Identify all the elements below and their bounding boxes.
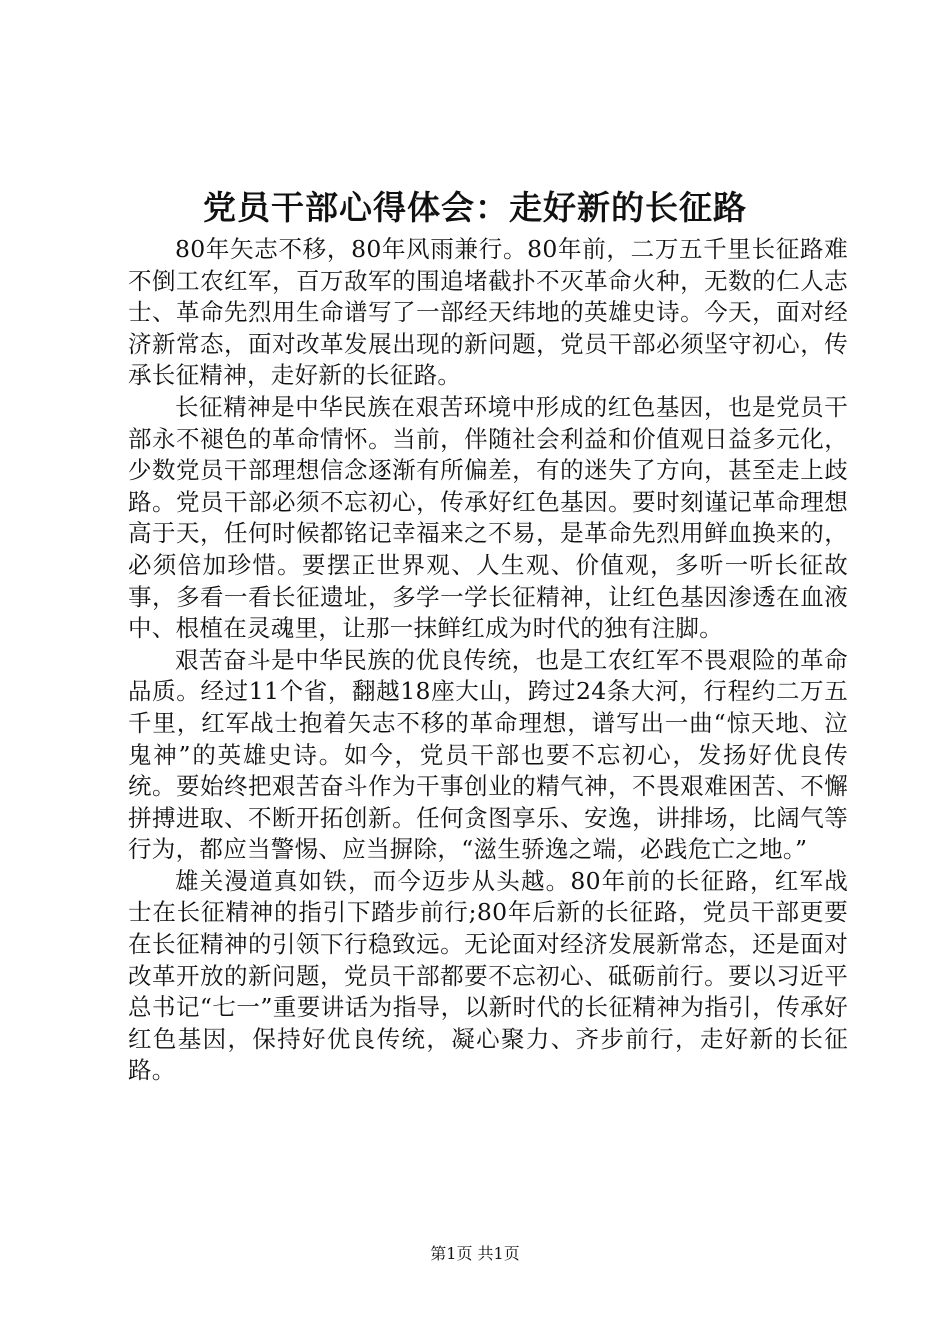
document-title: 党员干部心得体会：走好新的长征路 [203, 188, 747, 227]
paragraph-1: 80年矢志不移，80年风雨兼行。80年前，二万五千里长征路难不倒工农红军，百万敌军的围追堵截扑不灭革命火种，无数的仁人志士、革命先烈用生命谱写了一部经天纬地的英雄史诗。今天，面对经济新常态，面对改革发展出现的新问题，党员干部必须坚守初心，传承长征精神，走好新的长征路。 [128, 235, 848, 390]
document-body [128, 234, 848, 1087]
paragraph-3: 艰苦奋斗是中华民族的优良传统，也是工农红军不畏艰险的革命品质。经过11个省，翻越18座大山，跨过24条大河，行程约二万五千里，红军战士抱着矢志不移的革命理想，谱写出一曲“惊天地、泣鬼神”的英雄史诗。如今，党员干部也要不忘初心，发扬好优良传统。要始终把艰苦奋斗作为干事创业的精气神，不畏艰难困苦、不懈拼搏进取、不断开拓创新。任何贪图享乐、安逸，讲排场，比阔气等行为，都应当警惕、应当摒除，“滋生骄逸之端，必践危亡之地。” [128, 645, 848, 864]
page-number-footer: 第1页 共1页 [430, 1244, 520, 1263]
paragraph-4: 雄关漫道真如铁，而今迈步从头越。80年前的长征路，红军战士在长征精神的指引下踏步前行;80年后新的长征路，党员干部更要在长征精神的引领下行稳致远。无论面对经济发展新常态，还是面对改革开放的新问题，党员干部都要不忘初心、砥砺前行。要以习近平总书记“七一”重要讲话为指导，以新时代的长征精神为指引，传承好红色基因，保持好优良传统，凝心聚力、齐步前行，走好新的长征路。 [128, 866, 848, 1085]
paragraph-2: 长征精神是中华民族在艰苦环境中形成的红色基因，也是党员干部永不褪色的革命情怀。当前，伴随社会利益和价值观日益多元化，少数党员干部理想信念逐渐有所偏差，有的迷失了方向，甚至走上歧路。党员干部必须不忘初心，传承好红色基因。要时刻谨记革命理想高于天，任何时候都铭记幸福来之不易，是革命先烈用鲜血换来的，必须倍加珍惜。要摆正世界观、人生观、价值观，多听一听长征故事，多看一看长征遗址，多学一学长征精神，让红色基因渗透在血液中、根植在灵魂里，让那一抹鲜红成为时代的独有注脚。 [128, 392, 848, 643]
